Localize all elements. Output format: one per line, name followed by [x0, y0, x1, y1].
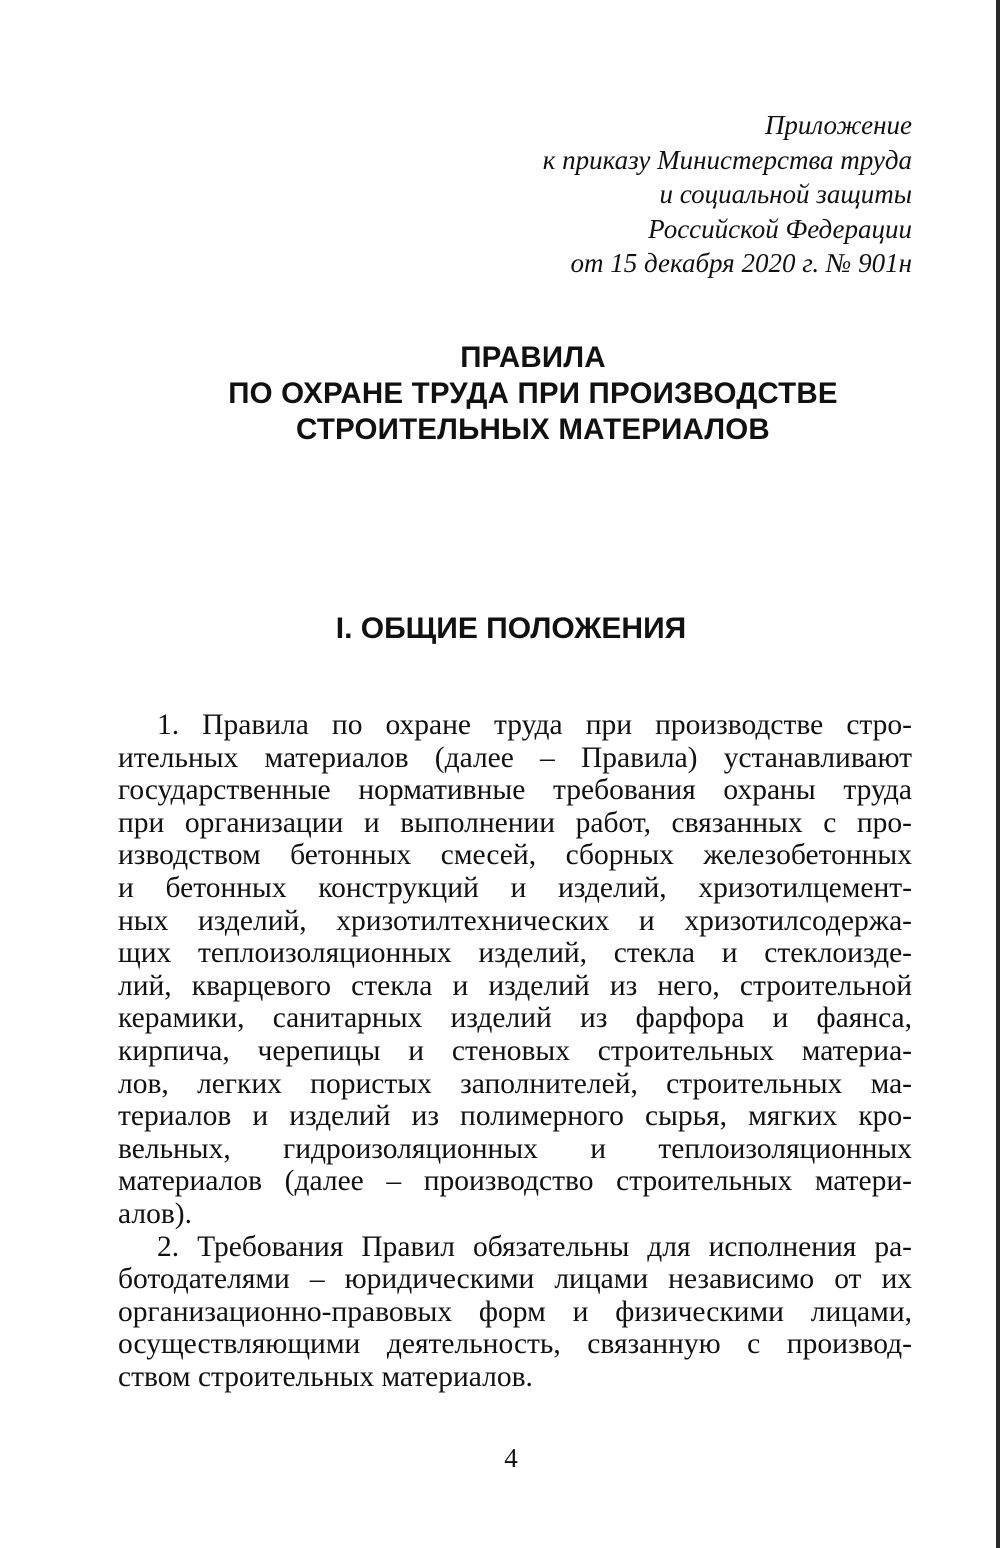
- document-title: [0, 340, 1000, 448]
- appendix-line: от 15 декабря 2020 г. № 901н: [570, 248, 912, 278]
- paragraph-2: [118, 1231, 912, 1394]
- body-text: [118, 709, 912, 1393]
- title-line: СТРОИТЕЛЬНЫХ МАТЕРИАЛОВ: [296, 413, 770, 446]
- text-line: ством строительных материалов.: [118, 1360, 533, 1393]
- paragraph-1: [118, 709, 912, 1231]
- appendix-line: Российской Федерации: [648, 213, 912, 244]
- text-line: организационно-правовых форм и физическими лицами,: [118, 1295, 912, 1328]
- appendix-line: и социальной защиты: [659, 179, 912, 209]
- text-line: осуществляющими деятельность, связанную с производ-: [118, 1328, 912, 1361]
- text-line: кирпича, черепицы и стеновых строительных материа-: [118, 1034, 912, 1067]
- text-line: 2. Требования Правил обязательны для исполнения ра-: [157, 1230, 912, 1263]
- title-line: ПРАВИЛА: [460, 341, 606, 374]
- text-line: ных изделий, хризотилтехнических и хризотилсодержа-: [118, 904, 912, 937]
- section-heading: I. ОБЩИЕ ПОЛОЖЕНИЯ: [335, 612, 687, 645]
- text-line: щих теплоизоляционных изделий, стекла и стеклоизде-: [118, 937, 912, 970]
- text-line: териалов и изделий из полимерного сырья, мягких кро-: [118, 1100, 912, 1133]
- text-line: лий, кварцевого стекла и изделий из него, строительной: [118, 969, 912, 1002]
- text-line: керамики, санитарных изделий из фарфора и фаянса,: [118, 1002, 912, 1035]
- page-edge-border: [996, 0, 1000, 1548]
- appendix-line: Приложение: [764, 110, 912, 140]
- text-line: вельных, гидроизоляционных и теплоизоляционных: [118, 1132, 912, 1165]
- text-line: при организации и выполнении работ, связанных с про-: [118, 806, 912, 839]
- text-line: лов, легких пористых заполнителей, строительных ма-: [118, 1067, 912, 1100]
- text-line: изводством бетонных смесей, сборных железобетонных: [118, 839, 912, 872]
- text-line: ительных материалов (далее – Правила) устанавливают: [118, 741, 912, 774]
- title-line: ПО ОХРАНЕ ТРУДА ПРИ ПРОИЗВОДСТВЕ: [228, 377, 838, 410]
- text-line: ботодателями – юридическими лицами независимо от их: [118, 1263, 912, 1296]
- text-line: государственные нормативные требования охраны труда: [118, 774, 912, 807]
- page-number: 4: [504, 1443, 518, 1473]
- text-line: материалов (далее – производство строительных матери-: [118, 1165, 912, 1198]
- appendix-note: [543, 108, 912, 281]
- text-line: алов).: [118, 1197, 192, 1230]
- appendix-line: к приказу Министерства труда: [542, 144, 912, 175]
- text-line: и бетонных конструкций и изделий, хризотилцемент-: [118, 871, 912, 904]
- text-line: 1. Правила по охране труда при производстве стро-: [157, 709, 912, 741]
